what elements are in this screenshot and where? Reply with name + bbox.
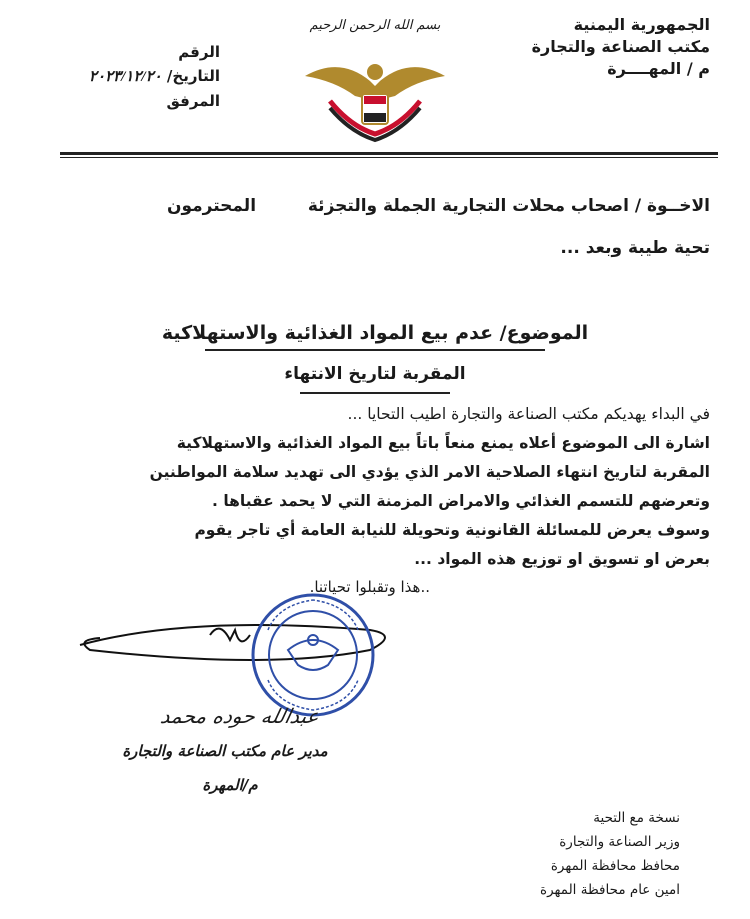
body-line: في البداء يهديكم مكتب الصناعة والتجارة اطيب التحايا ... (347, 405, 710, 423)
cc-item: محافظ محافظة المهرة (550, 858, 680, 874)
signatory-location: م/المهرة (202, 776, 258, 794)
eagle-emblem-icon (300, 46, 450, 146)
attachments-label: المرفق (166, 92, 220, 110)
cc-list (460, 806, 680, 902)
cc-item: نسخة مع التحية (593, 810, 680, 826)
cc-item: امين عام محافظة المهرة (540, 882, 680, 898)
greeting: تحية طيبة وبعد ... (560, 238, 710, 258)
subject-underline (205, 349, 545, 351)
office-name: مكتب الصناعة والتجارة (531, 37, 710, 56)
basmala: بسم الله الرحمن الرحيم (309, 18, 441, 33)
ref-label: الرقم (178, 43, 220, 61)
date-row: التاريخ/ ٢٠٢٣/١٢/٢٠ (88, 67, 220, 85)
honorific: المحترمون (166, 196, 257, 216)
subject-line-1: الموضوع/ عدم بيع المواد الغذائية والاستهلاكية (161, 322, 589, 344)
body-line: وتعرضهم للتسمم الغذائي والامراض المزمنة التي لا يحمد عقباها . (212, 492, 710, 510)
body-line: اشارة الى الموضوع أعلاه يمنع منعاً باتاً بيع المواد الغذائية والاستهلاكية (176, 434, 710, 452)
addressee: الاخــوة / اصحاب محلات التجارية الجملة والتجزئة (307, 196, 710, 216)
body-line: المقربة لتاريخ انتهاء الصلاحية الامر الذي يؤدي الى تهديد سلامة المواطنين (149, 463, 710, 481)
signatory-title: مدير عام مكتب الصناعة والتجارة (122, 742, 328, 760)
body-line: بعرض او تسويق او توزيع هذه المواد ... (414, 550, 710, 568)
header-divider-thin (60, 157, 718, 158)
governorate-name: م / المهــــرة (607, 59, 710, 78)
reference-block (70, 40, 270, 113)
signatory-name: عبدالله حوده محمد (158, 704, 322, 728)
letterhead-right (440, 14, 710, 80)
official-stamp-icon (248, 590, 378, 720)
subject-underline-2 (300, 392, 450, 394)
date-value: ٢٠٢٣/١٢/٢٠ (88, 69, 162, 85)
subject-line-2: المقربة لتاريخ الانتهاء (284, 364, 466, 384)
body-line: وسوف يعرض للمسائلة القانونية وتحويلة للنيابة العامة أي تاجر يقوم (194, 521, 710, 539)
letter-body (60, 400, 710, 574)
closing-line: ..هذا وتقبلوا تحياتنا. (309, 578, 430, 596)
date-label: التاريخ (172, 67, 220, 85)
cc-item: وزير الصناعة والتجارة (559, 834, 680, 850)
country-name: الجمهورية اليمنية (573, 15, 710, 34)
header-divider (60, 152, 718, 155)
addressee-line (150, 196, 710, 216)
